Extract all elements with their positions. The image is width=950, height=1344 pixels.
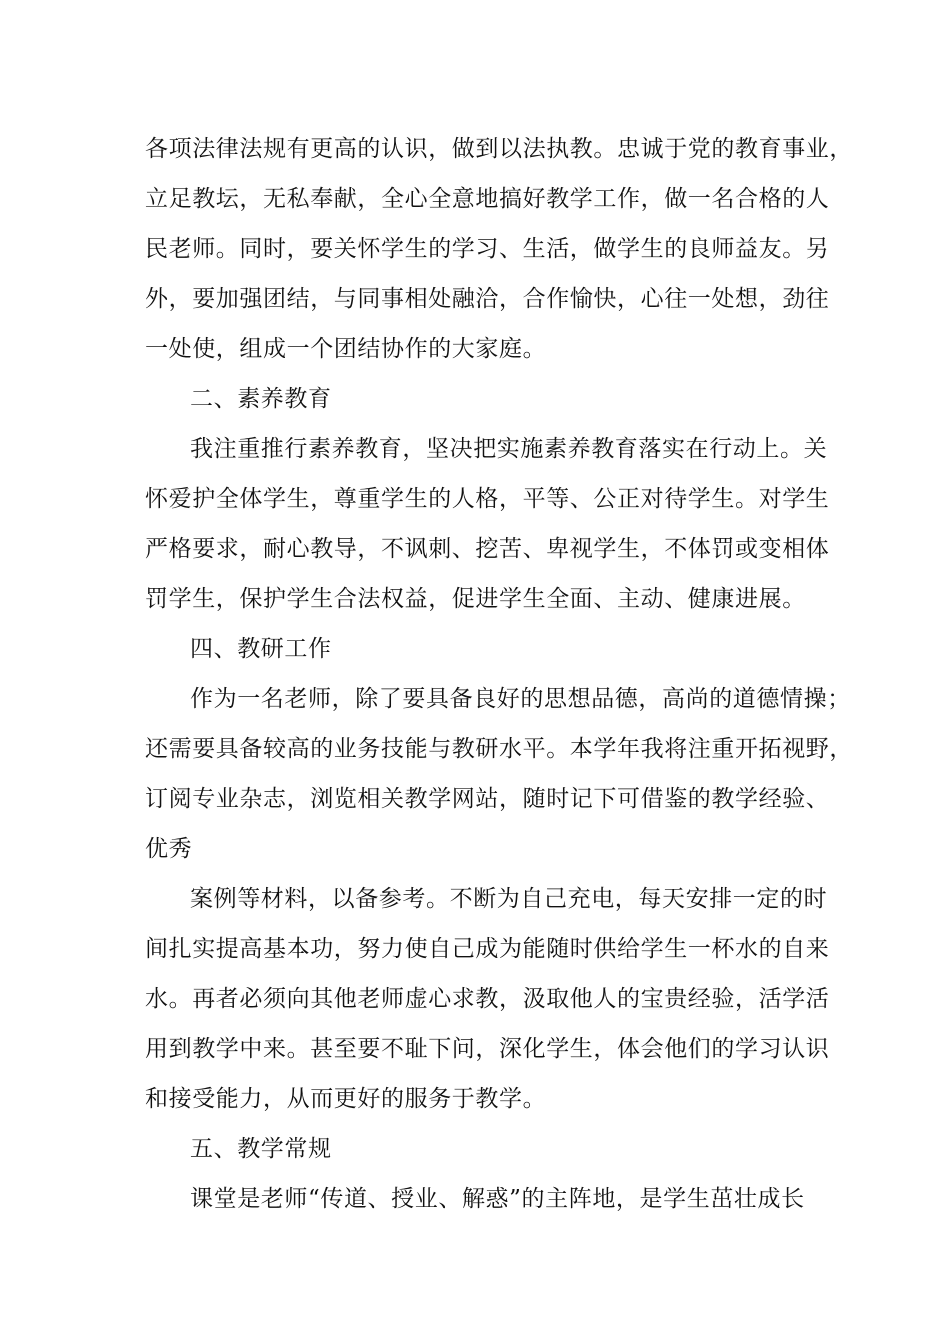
text-line: 民老师。同时，要关怀学生的学习、生活，做学生的良师益友。另 <box>145 236 830 262</box>
text-line: 作为一名老师，除了要具备良好的思想品德，高尚的道德情操； <box>190 686 851 712</box>
text-line: 还需要具备较高的业务技能与教研水平。本学年我将注重开拓视野， <box>145 736 853 762</box>
text-line: 优秀 <box>145 836 193 862</box>
section-heading: 五、教学常规 <box>190 1136 332 1162</box>
text-line: 和接受能力，从而更好的服务于教学。 <box>145 1086 547 1112</box>
text-line: 外，要加强团结，与同事相处融洽，合作愉快，心往一处想，劲往 <box>145 286 830 312</box>
text-line: 我注重推行素养教育，坚决把实施素养教育落实在行动上。关 <box>190 436 828 462</box>
text-line: 间扎实提高基本功，努力使自己成为能随时供给学生一杯水的自来 <box>145 936 830 962</box>
section-heading: 四、教研工作 <box>190 636 332 662</box>
section-heading: 二、素养教育 <box>190 386 332 412</box>
text-line: 案例等材料，以备参考。不断为自己充电，每天安排一定的时 <box>190 886 828 912</box>
text-line: 用到教学中来。甚至要不耻下问，深化学生，体会他们的学习认识 <box>145 1036 830 1062</box>
text-line: 严格要求，耐心教导，不讽刺、挖苦、卑视学生，不体罚或变相体 <box>145 536 830 562</box>
text-line: 立足教坛，无私奉献，全心全意地搞好教学工作，做一名合格的人 <box>145 186 830 212</box>
text-line: 课堂是老师“传道、授业、解惑”的主阵地，是学生茁壮成长 <box>190 1186 805 1212</box>
text-line: 一处使，组成一个团结协作的大家庭。 <box>145 336 547 362</box>
text-line: 各项法律法规有更高的认识，做到以法执教。忠诚于党的教育事业， <box>145 136 853 162</box>
text-line: 水。再者必须向其他老师虚心求教，汲取他人的宝贵经验，活学活 <box>145 986 830 1012</box>
text-line: 罚学生，保护学生合法权益，促进学生全面、主动、健康进展。 <box>145 586 806 612</box>
text-line: 怀爱护全体学生，尊重学生的人格，平等、公正对待学生。对学生 <box>145 486 830 512</box>
text-line: 订阅专业杂志，浏览相关教学网站，随时记下可借鉴的教学经验、 <box>145 786 830 812</box>
